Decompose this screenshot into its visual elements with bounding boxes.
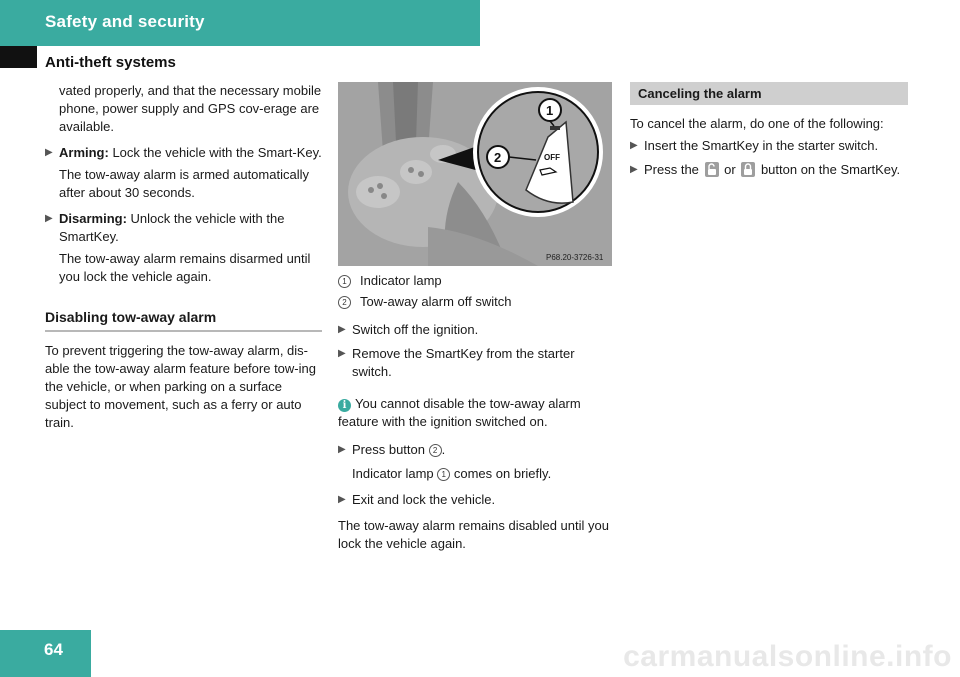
section-title: Safety and security [45, 12, 205, 31]
step-text: Press button [352, 442, 429, 457]
canceling-heading: Canceling the alarm [630, 82, 908, 105]
step-text: Exit and lock the vehicle. [352, 492, 496, 507]
lock-icon [741, 162, 755, 177]
option-text: Press the [644, 162, 703, 177]
info-note [338, 395, 614, 431]
arming-label: Arming: [59, 145, 109, 160]
arrow-bullet-icon: ▶ [338, 444, 346, 455]
arrow-bullet-icon: ▶ [630, 140, 638, 151]
step-exit-lock [338, 491, 614, 509]
disarming-text: Unlock the vehicle with the SmartKey. [59, 211, 285, 244]
step-text: . [441, 442, 446, 457]
column-middle [338, 82, 614, 553]
callout-number: 1 [437, 468, 450, 481]
arrow-bullet-icon: ▶ [45, 147, 53, 158]
header-bar [0, 0, 480, 46]
callout-number: 2 [429, 444, 442, 457]
step-press-button [338, 441, 614, 459]
option-text: or [720, 162, 740, 177]
info-text: You cannot disable the tow-away alarm feature with the ignition switched on. [338, 396, 581, 429]
closing-paragraph: The tow-away alarm remains disabled until you lock the vehicle again. [338, 518, 609, 551]
image-code: P68.20-3726-31 [546, 253, 604, 262]
page-subtitle: Anti-theft systems [45, 54, 176, 71]
disarming-label: Disarming: [59, 211, 127, 226]
arrow-bullet-icon: ▶ [338, 324, 346, 335]
switch-off-label: OFF [544, 153, 560, 162]
callout-number: 2 [338, 296, 351, 309]
info-icon: i [338, 399, 351, 412]
section-heading: Disabling tow-away alarm [45, 308, 322, 332]
caption-off-switch [338, 293, 614, 311]
cancel-intro: To cancel the alarm, do one of the following: [630, 116, 884, 131]
arming-text: Lock the vehicle with the Smart-Key. [108, 145, 322, 160]
callout-number: 1 [338, 275, 351, 288]
step-remove-smartkey [338, 345, 614, 381]
switch-photo [338, 82, 612, 266]
callout-1: 1 [546, 103, 554, 118]
intro-paragraph: vated properly, and that the necessary mobile phone, power supply and GPS cov-erage are available. [59, 83, 322, 134]
caption-text: Tow-away alarm off switch [360, 294, 512, 309]
step-press-button-note [338, 465, 614, 483]
caption-indicator-lamp [338, 272, 614, 290]
arming-step [45, 144, 322, 162]
arrow-bullet-icon: ▶ [45, 213, 53, 224]
step-text: Switch off the ignition. [352, 322, 479, 337]
caption-text: Indicator lamp [360, 273, 442, 288]
arrow-bullet-icon: ▶ [338, 348, 346, 359]
watermark: carmanualsonline.info [623, 640, 952, 673]
section-paragraph: To prevent triggering the tow-away alarm, dis-able the tow-away alarm feature before tow-ing the vehicle, or when parking on a surface subject to movement, such as a ferry or auto train. [45, 343, 316, 430]
option-text: Insert the SmartKey in the starter switch. [644, 138, 879, 153]
note-text: Indicator lamp [352, 466, 438, 481]
step-text: Remove the SmartKey from the starter switch. [352, 346, 575, 379]
column-left [45, 82, 322, 432]
option-text: button on the SmartKey. [757, 162, 901, 177]
note-text: comes on briefly. [450, 466, 552, 481]
switch-illustration [338, 82, 612, 266]
disarming-step [45, 210, 322, 246]
page-number-tab [0, 630, 91, 677]
arming-note: The tow-away alarm is armed automatically after about 30 seconds. [59, 167, 309, 200]
callout-2: 2 [494, 150, 502, 165]
column-right [630, 82, 908, 179]
cancel-option-press-button [630, 161, 908, 179]
header-marker [0, 46, 37, 68]
disarming-note: The tow-away alarm remains disarmed until you lock the vehicle again. [59, 251, 311, 284]
arrow-bullet-icon: ▶ [338, 494, 346, 505]
step-switch-off-ignition [338, 321, 614, 339]
page-number: 64 [44, 640, 63, 659]
unlock-icon [705, 162, 719, 177]
arrow-bullet-icon: ▶ [630, 164, 638, 175]
cancel-option-insert-key [630, 137, 908, 155]
